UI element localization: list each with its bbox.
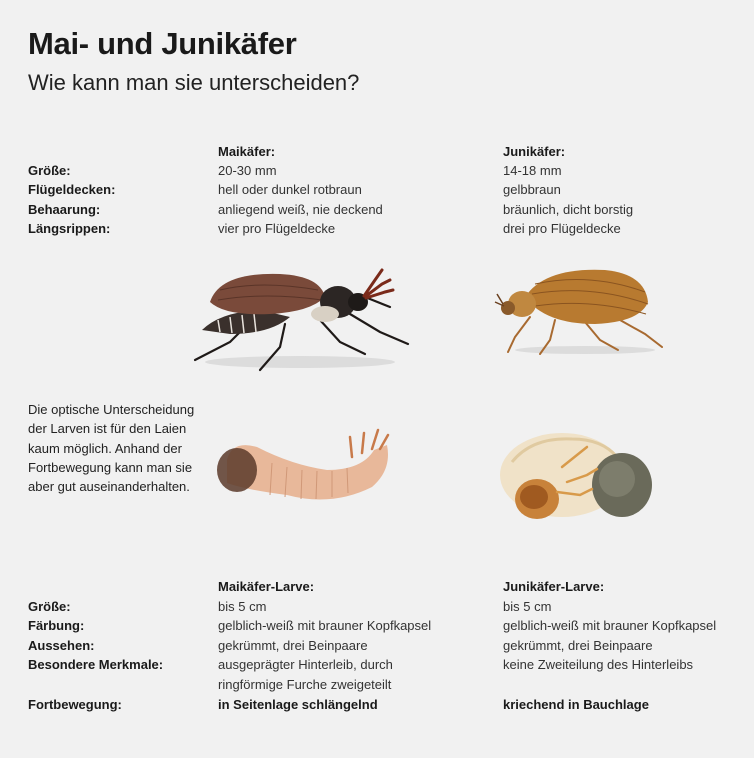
junikaefer-larva-header: Junikäfer-Larve: — [503, 579, 605, 594]
maikaefer-header: Maikäfer: — [218, 144, 276, 159]
maikaefer-ribs: vier pro Flügeldecke — [218, 221, 336, 236]
maikaefer-larva-size: bis 5 cm — [218, 599, 267, 614]
junikaefer-ribs: drei pro Flügeldecke — [503, 221, 621, 236]
junikaefer-larva-movement: kriechend in Bauchlage — [503, 697, 649, 712]
larva-movement-label: Fortbewegung: — [28, 697, 122, 712]
junikaefer-size: 14-18 mm — [503, 163, 562, 178]
larva-features-label: Besondere Merkmale: — [28, 657, 164, 672]
beetle-size-label: Größe: — [28, 163, 71, 178]
junikaefer-larva-color: gelblich-weiß mit brauner Kopfkapsel — [503, 618, 717, 633]
junikaefer-elytra: gelbbraun — [503, 182, 561, 197]
larva-appearance-label: Aussehen: — [28, 638, 95, 653]
maikaefer-hair: anliegend weiß, nie deckend — [218, 202, 383, 217]
larva-color-label: Färbung: — [28, 618, 85, 633]
junikaefer-larva-appearance: gekrümmt, drei Beinpaare — [503, 638, 653, 653]
larva-size-label: Größe: — [28, 599, 71, 614]
maikaefer-larva-features-cont: ringförmige Furche zweigeteilt — [218, 677, 392, 692]
page-subtitle: Wie kann man sie unterscheiden? — [28, 70, 360, 95]
larvae-note: Die optische Unterscheidung der Larven ist für den Laien kaum möglich. Anhand der Fortbewegung kann man sie aber gut auseinanderhalten. — [28, 402, 195, 495]
maikaefer-larva-color: gelblich-weiß mit brauner Kopfkapsel — [218, 618, 432, 633]
maikaefer-larva-image — [212, 425, 392, 510]
maikaefer-larva-movement: in Seitenlage schlängelnd — [218, 697, 378, 712]
page-title: Mai- und Junikäfer — [28, 26, 297, 61]
beetle-hair-label: Behaarung: — [28, 202, 101, 217]
junikaefer-hair: bräunlich, dicht borstig — [503, 202, 634, 217]
junikaefer-larva-image — [492, 427, 657, 527]
maikaefer-larva-header: Maikäfer-Larve: — [218, 579, 315, 594]
maikaefer-size: 20-30 mm — [218, 163, 277, 178]
maikaefer-larva-appearance: gekrümmt, drei Beinpaare — [218, 638, 368, 653]
junikaefer-header: Junikäfer: — [503, 144, 566, 159]
maikaefer-image — [190, 262, 415, 377]
maikaefer-larva-features: ausgeprägter Hinterleib, durch — [218, 657, 393, 672]
junikaefer-larva-features: keine Zweiteilung des Hinterleibs — [503, 657, 694, 672]
junikaefer-larva-size: bis 5 cm — [503, 599, 552, 614]
junikaefer-image — [500, 262, 665, 357]
maikaefer-elytra: hell oder dunkel rotbraun — [218, 182, 362, 197]
beetle-ribs-label: Längsrippen: — [28, 221, 111, 236]
beetle-elytra-label: Flügeldecken: — [28, 182, 116, 197]
